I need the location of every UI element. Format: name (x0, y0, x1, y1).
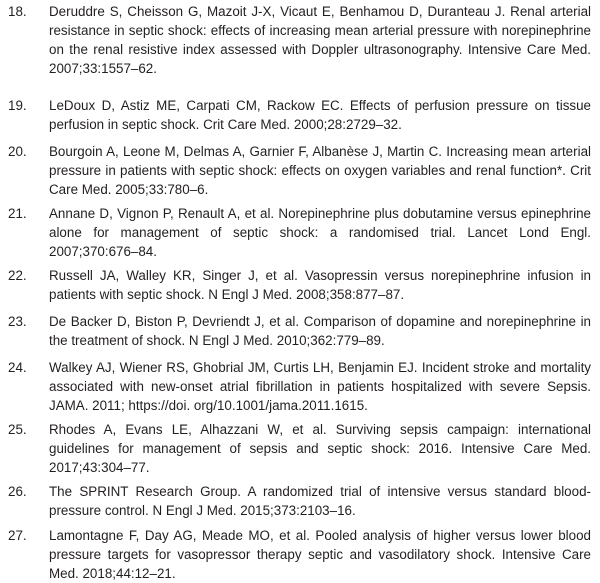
reference-number: 19. (8, 98, 27, 113)
reference-item (0, 204, 600, 261)
reference-item (0, 526, 600, 583)
reference-number: 25. (8, 422, 27, 437)
reference-text: Russell JA, Walley KR, Singer J, et al. Vasopressin versus norepinephrine infusion in patients with septic shock. N Engl J Med. 2008;358:877–87. (49, 268, 591, 303)
reference-text: Annane D, Vignon P, Renault A, et al. Norepinephrine plus dobutamine versus epinephrine alone for management of septic shock: a randomised trial. Lancet Lond Engl. 2007;370:676–84. (49, 206, 591, 260)
reference-number: 24. (8, 360, 27, 375)
reference-number: 27. (8, 528, 27, 543)
reference-item (0, 358, 600, 415)
reference-text: Deruddre S, Cheisson G, Mazoit J-X, Vicaut E, Benhamou D, Duranteau J. Renal arterial resistance in septic shock: effects of increasing mean arterial pressure with norepinephrine on the renal resistive index assessed with Doppler ultrasonography. Intensive Care Med. 2007;33:1557–62. (49, 4, 591, 77)
reference-text: Bourgoin A, Leone M, Delmas A, Garnier F, Albanèse J, Martin C. Increasing mean arterial pressure in patients with septic shock: effects on oxygen variables and renal function*. Crit Care Med. 2005;33:780–6. (49, 144, 591, 198)
reference-item (0, 142, 600, 199)
reference-number: 23. (8, 314, 27, 329)
reference-item (0, 420, 600, 477)
reference-item (0, 482, 600, 520)
reference-number: 26. (8, 484, 27, 499)
reference-text: Rhodes A, Evans LE, Alhazzani W, et al. Surviving sepsis campaign: international guidelines for management of sepsis and septic shock: 2016. Intensive Care Med. 2017;43:304–77. (49, 422, 591, 476)
reference-item (0, 96, 600, 134)
reference-text: Lamontagne F, Day AG, Meade MO, et al. Pooled analysis of higher versus lower blood pressure targets for vasopressor therapy septic and vasodilatory shock. Intensive Care Med. 2018;44:12–21. (49, 528, 591, 582)
reference-item (0, 266, 600, 304)
reference-text: The SPRINT Research Group. A randomized trial of intensive versus standard blood-pressure control. N Engl J Med. 2015;373:2103–16. (49, 484, 591, 519)
reference-number: 22. (8, 268, 27, 283)
reference-text: LeDoux D, Astiz ME, Carpati CM, Rackow EC. Effects of perfusion pressure on tissue perfusion in septic shock. Crit Care Med. 2000;28:2729–32. (49, 98, 591, 133)
reference-number: 18. (8, 4, 27, 19)
reference-item (0, 2, 600, 78)
reference-text: De Backer D, Biston P, Devriendt J, et al. Comparison of dopamine and norepinephrine in the treatment of shock. N Engl J Med. 2010;362:779–89. (49, 314, 591, 349)
reference-text: Walkey AJ, Wiener RS, Ghobrial JM, Curtis LH, Benjamin EJ. Incident stroke and mortality associated with new-onset atrial fibrillation in patients hospitalized with severe Sepsis. JAMA. 2011; https://doi. org/10.1001/jama.2011.1615. (49, 360, 591, 414)
reference-number: 21. (8, 206, 27, 221)
reference-number: 20. (8, 144, 27, 159)
reference-item (0, 312, 600, 350)
